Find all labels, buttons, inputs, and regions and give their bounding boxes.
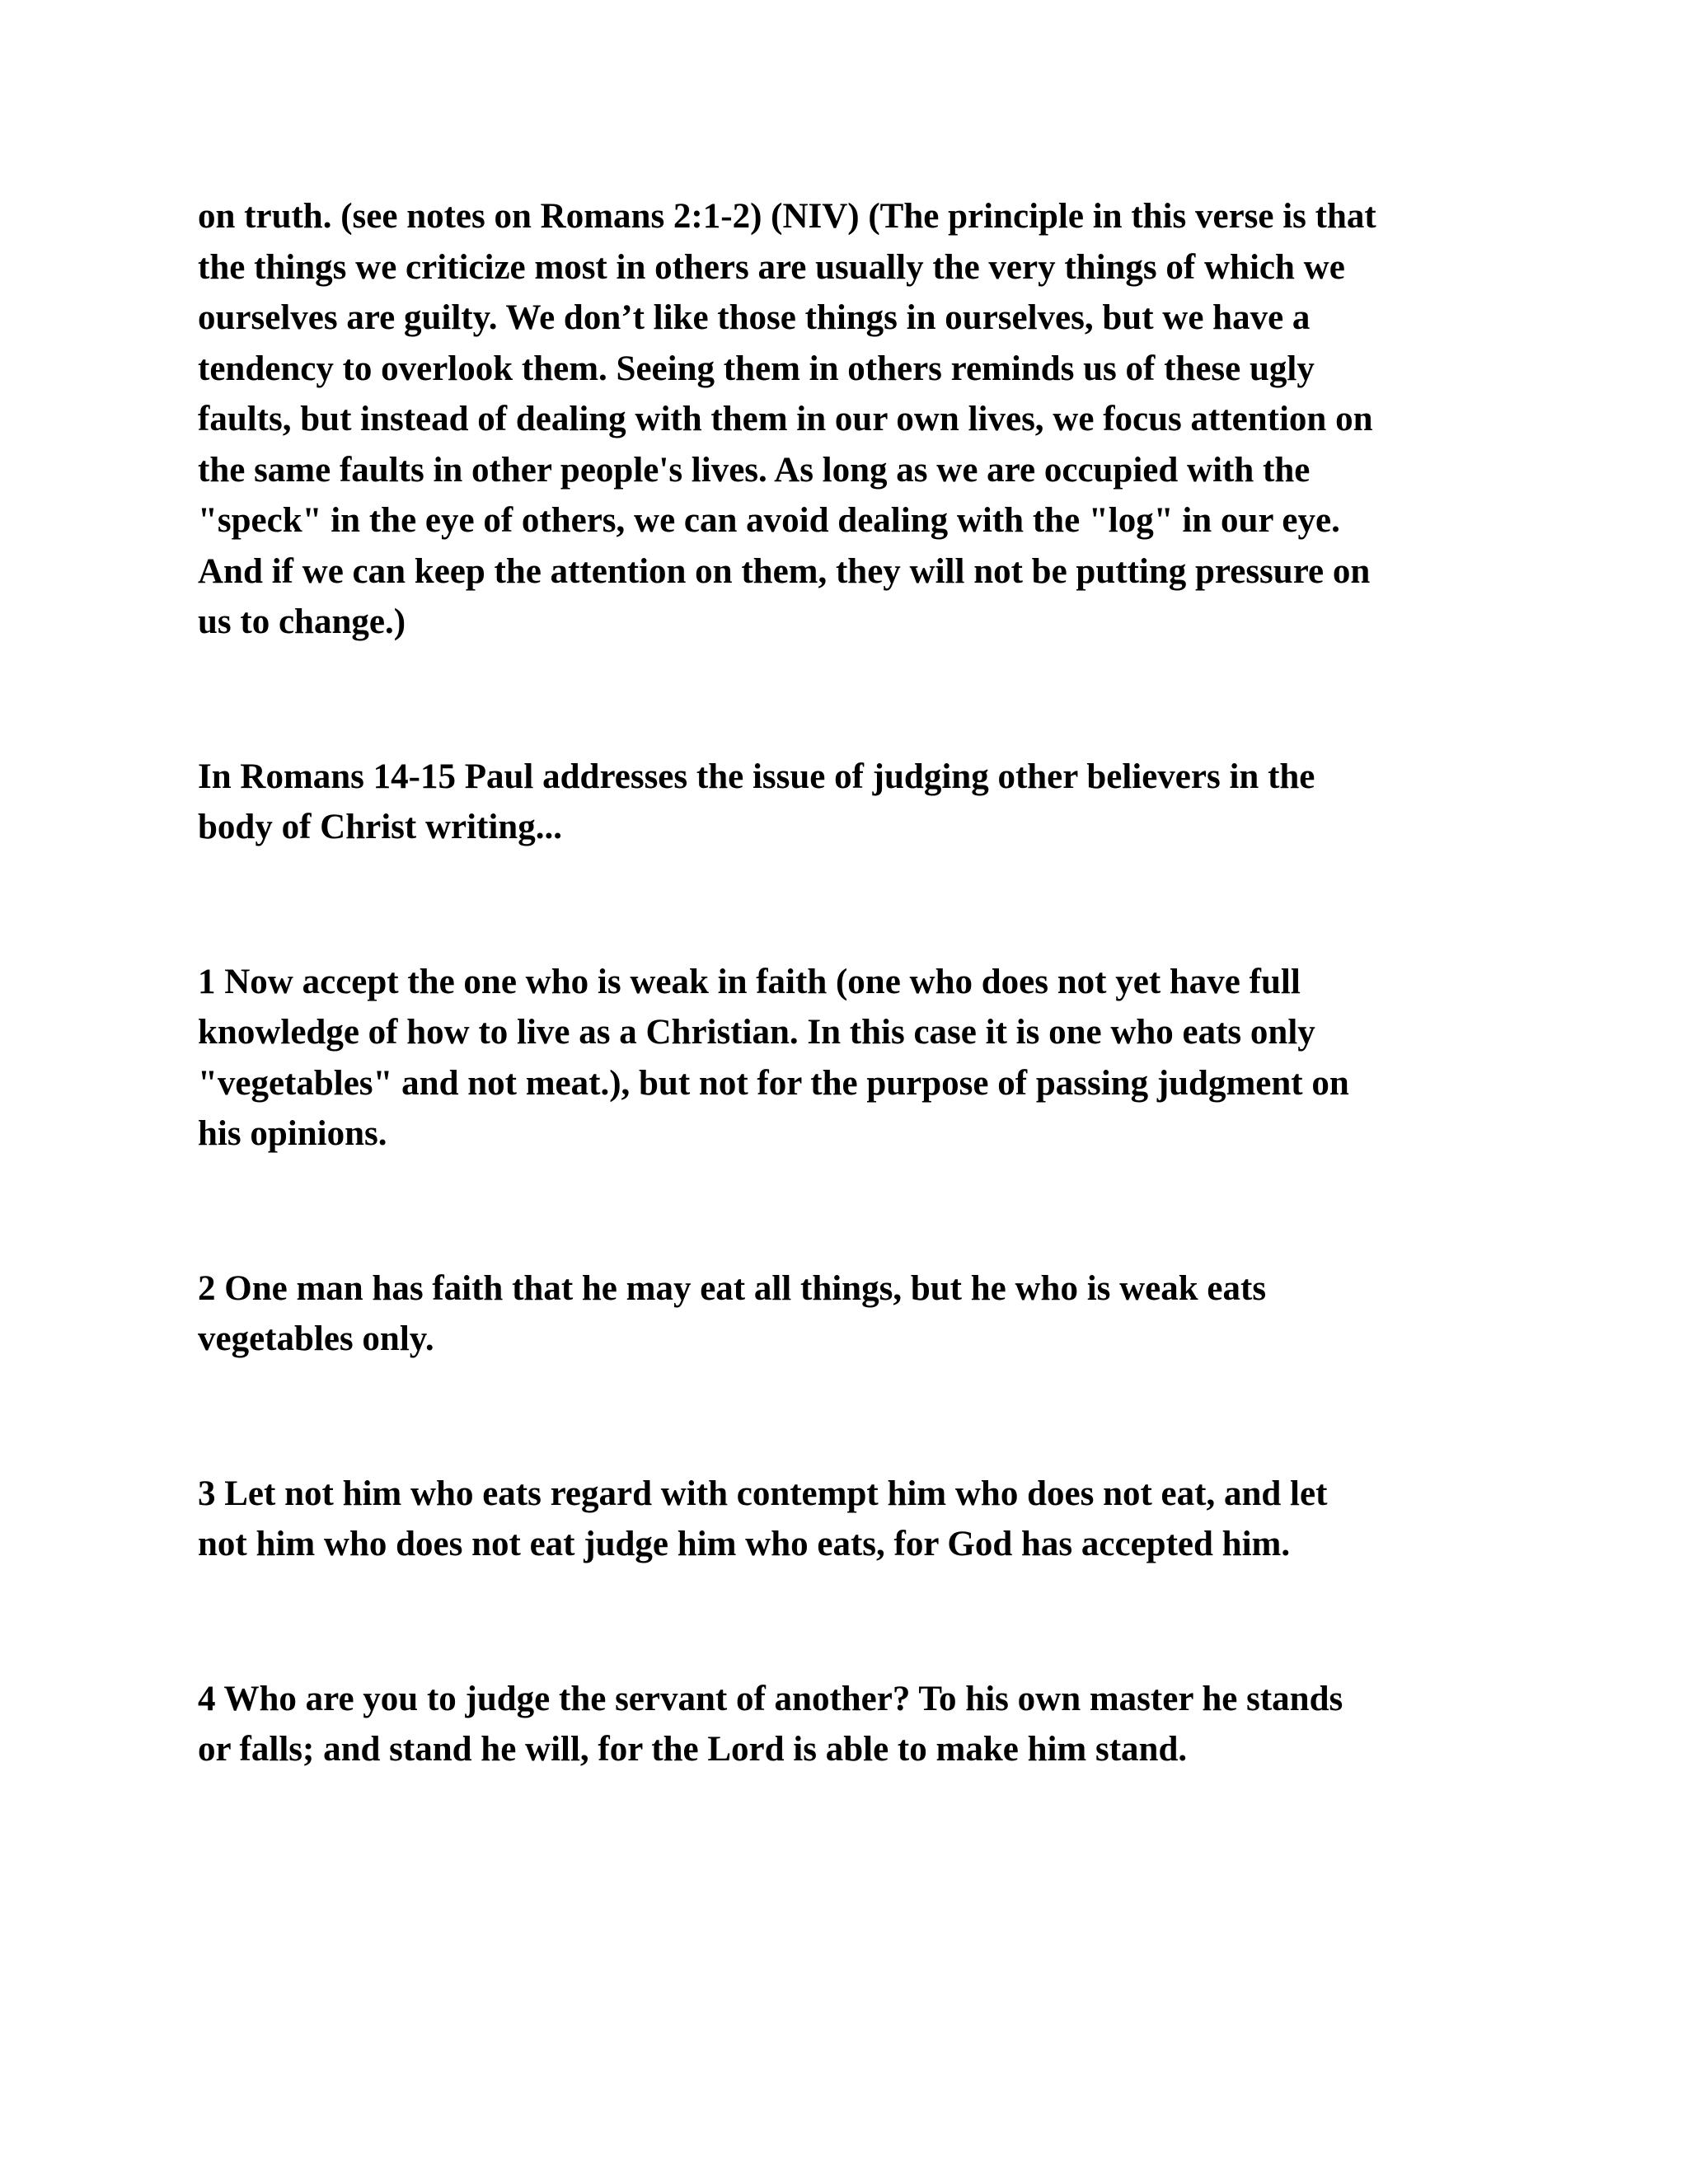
text-line: "vegetables" and not meat.), but not for the purpose of passing judgment on [198,1063,1349,1103]
text-line: 3 Let not him who eats regard with contempt him who does not eat, and let [198,1474,1328,1513]
text-line: "speck" in the eye of others, we can avoid dealing with the "log" in our eye. [198,501,1340,540]
paragraph-commentary [198,191,1500,648]
text-line: his opinions. [198,1114,387,1153]
text-line: the same faults in other people's lives. As long as we are occupied with the [198,450,1311,490]
text-line: faults, but instead of dealing with them in our own lives, we focus attention on [198,400,1373,438]
text-line: 2 One man has faith that he may eat all things, but he who is weak eats [198,1268,1267,1308]
text-line: vegetables only. [198,1319,434,1358]
text-line: us to change.) [198,602,406,641]
text-line: tendency to overlook them. Seeing them in others reminds us of these ugly [198,349,1315,388]
text-line: 4 Who are you to judge the servant of another? To his own master he stands [198,1679,1343,1718]
paragraph-verse-2 [198,1263,1500,1365]
text-line: or falls; and stand he will, for the Lord is able to make him stand. [198,1730,1188,1769]
paragraph-verse-4 [198,1674,1500,1775]
text-line: not him who does not eat judge him who eats, for God has accepted him. [198,1525,1291,1563]
text-line: And if we can keep the attention on them, they will not be putting pressure on [198,551,1371,591]
text-line: 1 Now accept the one who is weak in faith (one who does not yet have full [198,962,1301,1001]
paragraph-romans-intro [198,752,1500,853]
text-line: body of Christ writing... [198,808,562,846]
paragraph-verse-1 [198,957,1500,1160]
paragraph-verse-3 [198,1469,1500,1570]
document-body [198,191,1500,1775]
text-line: knowledge of how to live as a Christian. In this case it is one who eats only [198,1013,1315,1052]
text-line: In Romans 14-15 Paul addresses the issue of judging other believers in the [198,757,1315,796]
text-line: the things we criticize most in others are usually the very things of which we [198,247,1345,287]
text-line: ourselves are guilty. We don’t like those things in ourselves, but we have a [198,298,1311,337]
text-line: on truth. (see notes on Romans 2:1-2) (NIV) (The principle in this verse is that [198,197,1376,236]
